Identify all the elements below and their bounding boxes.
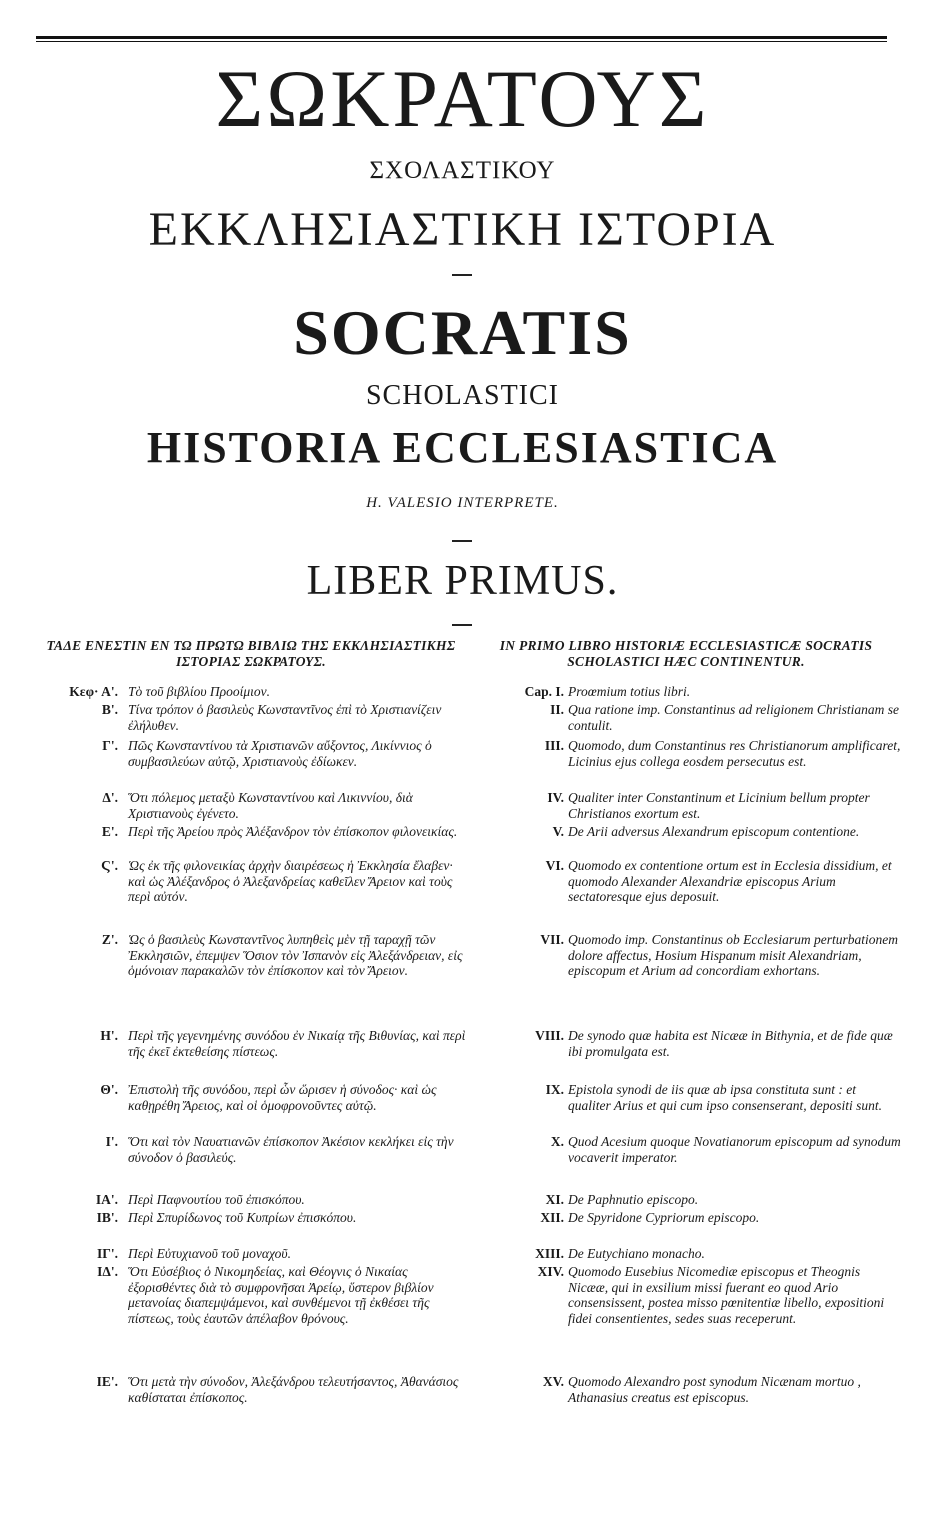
chapter-number: II. — [550, 702, 564, 717]
book-title: LIBER PRIMUS. — [306, 558, 619, 604]
chapter-summary: Quomodo ex contentione ortum est in Ecclesia dissidium, et quomodo Alexander Alexandriæ episcopus Arium sectatoresque ejus deposuit. — [568, 858, 892, 904]
chapter-summary: Ὡς ὁ βασιλεὺς Κωνσταντῖνος λυπηθεὶς μὲν τῇ ταραχῇ τῶν Ἐκκλησιῶν, ἐπεμψεν Ὅσιον τὸν Ἰσπανὸν εἰς Ἀλεξάνδρειαν, εἰς ὁμόνοιαν παρακαλῶν τὸν ἐπίσκοπον καὶ τὸν Ἄρειον. — [128, 932, 463, 978]
greek-epithet: ΣΧΟΛΑΣΤΙΚΟΥ — [369, 157, 556, 184]
chapter-summary: Πῶς Κωνσταντίνου τὰ Χριστιανῶν αὔξοντος, Λικίννιος ὁ συμβασιλεύων αὐτῷ, Χριστιανοὺς ἐδίωκεν. — [128, 738, 432, 769]
chapter-number: ΙΕ'. — [96, 1374, 118, 1389]
chapter-number: IX. — [545, 1082, 564, 1097]
chapter-summary: Ὅτι Εὐσέβιος ὁ Νικομηδείας, καὶ Θέογνις ὁ Νικαίας ἐξορισθέντες διὰ τὸ συμφρονῆσαι Ἀρείῳ, ὕστερον βιβλίον μετανοίας διαπεμψάμενοι, καὶ συνθέμενοι τῇ ἐκθέσει τῆς πίστεως, τοὺς ἑαυτῶν ἀπέλαβον θρόνους. — [128, 1264, 434, 1326]
interpreter-line: H. VALESIO INTERPRETE. — [366, 495, 559, 511]
divider-dash — [452, 624, 472, 626]
chapter-summary: Τίνα τρόπον ὁ βασιλεὺς Κωνσταντῖνος ἐπὶ τὸ Χριστιανίζειν ἐλήλυθεν. — [128, 702, 442, 733]
chapter-number: XIV. — [537, 1264, 564, 1279]
chapter-number: Ε'. — [101, 824, 118, 839]
latin-contents-column — [470, 638, 902, 1405]
chapter-summary: De Eutychiano monacho. — [568, 1246, 705, 1261]
chapter-number: Κεφ· Α'. — [69, 684, 118, 699]
chapter-number: Ι'. — [105, 1134, 118, 1149]
chapter-number: VI. — [545, 858, 564, 873]
greek-contents-column — [36, 638, 466, 1405]
chapter-summary: Qua ratione imp. Constantinus ad religionem Christianam se contulit. — [568, 702, 900, 733]
chapter-number: Cap. I. — [524, 684, 564, 699]
chapter-number: ΙΓ'. — [97, 1246, 118, 1261]
chapter-summary: De Arii adversus Alexandrum episcopum contentione. — [568, 824, 860, 839]
chapter-summary: Περὶ Εὐτυχιανοῦ τοῦ μοναχοῦ. — [128, 1246, 291, 1261]
divider-dash — [452, 540, 472, 542]
chapter-number: VII. — [540, 932, 564, 947]
chapter-summary: Quomodo, dum Constantinus res Christianorum amplificaret, Licinius ejus collega eosdem persecutus est. — [568, 738, 901, 769]
chapter-summary: Quomodo Alexandro post synodum Nicænam mortuo , Athanasius creatus est episcopus. — [568, 1374, 861, 1405]
greek-work-title: ΕΚΚΛΗΣΙΑΣΤΙΚΗ ΙΣΤΟΡΙΑ — [148, 203, 777, 256]
chapter-number: ΙΔ'. — [97, 1264, 118, 1279]
chapter-summary: Τὸ τοῦ βιβλίου Προοίμιον. — [128, 684, 271, 699]
latin-author-title: SOCRATIS — [293, 297, 632, 368]
divider-dash — [452, 274, 472, 276]
chapter-number: Ζ'. — [101, 932, 118, 947]
chapter-summary: Περὶ Παφνουτίου τοῦ ἐπισκόπου. — [128, 1192, 305, 1207]
chapter-number: XIII. — [535, 1246, 564, 1261]
chapter-number: III. — [544, 738, 564, 753]
chapter-number: ΙΒ'. — [96, 1210, 118, 1225]
top-rule-thin — [36, 41, 887, 42]
top-rule-thick — [36, 36, 887, 39]
chapter-summary: Περὶ τῆς γεγενημένης συνόδου ἐν Νικαίᾳ τῆς Βιθυνίας, καὶ περὶ τῆς ἐκεῖ ἐκτεθείσης πίστεως. — [128, 1028, 466, 1059]
chapter-summary: De Paphnutio episcopo. — [568, 1192, 699, 1207]
chapter-summary: Ὅτι καὶ τὸν Ναυατιανῶν ἐπίσκοπον Ἀκέσιον κεκλήκει εἰς τὴν σύνοδον ὁ βασιλεύς. — [128, 1134, 454, 1165]
chapter-number: ΙΑ'. — [95, 1192, 118, 1207]
chapter-number: Δ'. — [102, 790, 118, 805]
chapter-number: Ϛ'. — [101, 858, 118, 873]
chapter-number: Η'. — [100, 1028, 118, 1043]
chapter-summary: Περὶ τῆς Ἀρείου πρὸς Ἀλέξανδρον τὸν ἐπίσκοπον φιλονεικίας. — [128, 824, 458, 839]
chapter-number: XI. — [545, 1192, 564, 1207]
chapter-number: XII. — [540, 1210, 564, 1225]
chapter-summary: De Spyridone Cypriorum episcopo. — [568, 1210, 760, 1225]
chapter-summary: Qualiter inter Constantinum et Licinium bellum propter Christianos exortum est. — [568, 790, 870, 821]
chapter-summary: Quod Acesium quoque Novatianorum episcopum ad synodum vocaverit imperator. — [568, 1134, 901, 1165]
chapter-number: Β'. — [101, 702, 118, 717]
chapter-number: VIII. — [535, 1028, 564, 1043]
chapter-summary: De synodo quæ habita est Nicææ in Bithynia, et de fide quæ ibi promulgata est. — [568, 1028, 893, 1059]
latin-contents-heading: IN PRIMO LIBRO HISTORIÆ ECCLESIASTICÆ SOCRATIS SCHOLASTICI HÆC CONTINENTUR. — [499, 638, 873, 669]
chapter-summary: Ὅτι μετὰ τὴν σύνοδον, Ἀλεξάνδρου τελευτήσαντος, Ἀθανάσιος καθίσταται ἐπίσκοπος. — [128, 1374, 459, 1405]
greek-contents-heading: ΤΑΔΕ ΕΝΕΣΤΙΝ ΕΝ ΤΩ ΠΡΩΤΩ ΒΙΒΛΙΩ ΤΗΣ ΕΚΚΛΗΣΙΑΣΤΙΚΗΣ ΙΣΤΟΡΙΑΣ ΣΩΚΡΑΤΟΥΣ. — [46, 638, 456, 669]
chapter-summary: Quomodo imp. Constantinus ob Ecclesiarum perturbationem dolore affectus, Hosium Hispanum misit Alexandriam, episcopum et Arium ad concordiam exhortans. — [568, 932, 898, 978]
latin-epithet: SCHOLASTICI — [365, 380, 559, 411]
chapter-summary: Ὅτι πόλεμος μεταξὺ Κωνσταντίνου καὶ Λικιννίου, διὰ Χριστιανοὺς ἐγένετο. — [128, 790, 413, 821]
chapter-number: V. — [552, 824, 564, 839]
greek-author-title: ΣΩΚΡΑΤΟΥΣ — [215, 53, 710, 144]
chapter-summary: Epistola synodi de iis quæ ab ipsa constituta sunt : et qualiter Arius et qui cum ipso consenserant, depositi sunt. — [568, 1082, 882, 1113]
latin-work-title: HISTORIA ECCLESIASTICA — [146, 423, 779, 472]
chapter-number: XV. — [542, 1374, 564, 1389]
chapter-number: Γ'. — [102, 738, 118, 753]
chapter-number: X. — [550, 1134, 564, 1149]
chapter-summary: Ἐπιστολὴ τῆς συνόδου, περὶ ὧν ὥρισεν ἡ σύνοδος· καὶ ὡς καθῃρέθη Ἄρειος, καὶ οἱ ὁμοφρονοῦντες αὐτῷ. — [128, 1082, 437, 1113]
chapter-number: Θ'. — [100, 1082, 118, 1097]
chapter-number: IV. — [547, 790, 564, 805]
chapter-summary: Ὡς ἐκ τῆς φιλονεικίας ἀρχὴν διαιρέσεως ἡ Ἐκκλησία ἔλαβεν· καὶ ὡς Ἀλέξανδρος ὁ Ἀλεξανδρείας καθεῖλεν Ἄρειον καὶ τοὺς περὶ αὐτόν. — [128, 858, 453, 904]
chapter-summary: Quomodo Eusebius Nicomediæ episcopus et Theognis Nicææ, qui in exsilium missi fuerant eo quod Ario consensissent, postea misso pœnitentiæ libello, expositioni fidei consentientes, sedes suas receperunt. — [568, 1264, 885, 1326]
chapter-summary: Περὶ Σπυρίδωνος τοῦ Κυπρίων ἐπισκόπου. — [128, 1210, 357, 1225]
chapter-summary: Proœmium totius libri. — [568, 684, 691, 699]
